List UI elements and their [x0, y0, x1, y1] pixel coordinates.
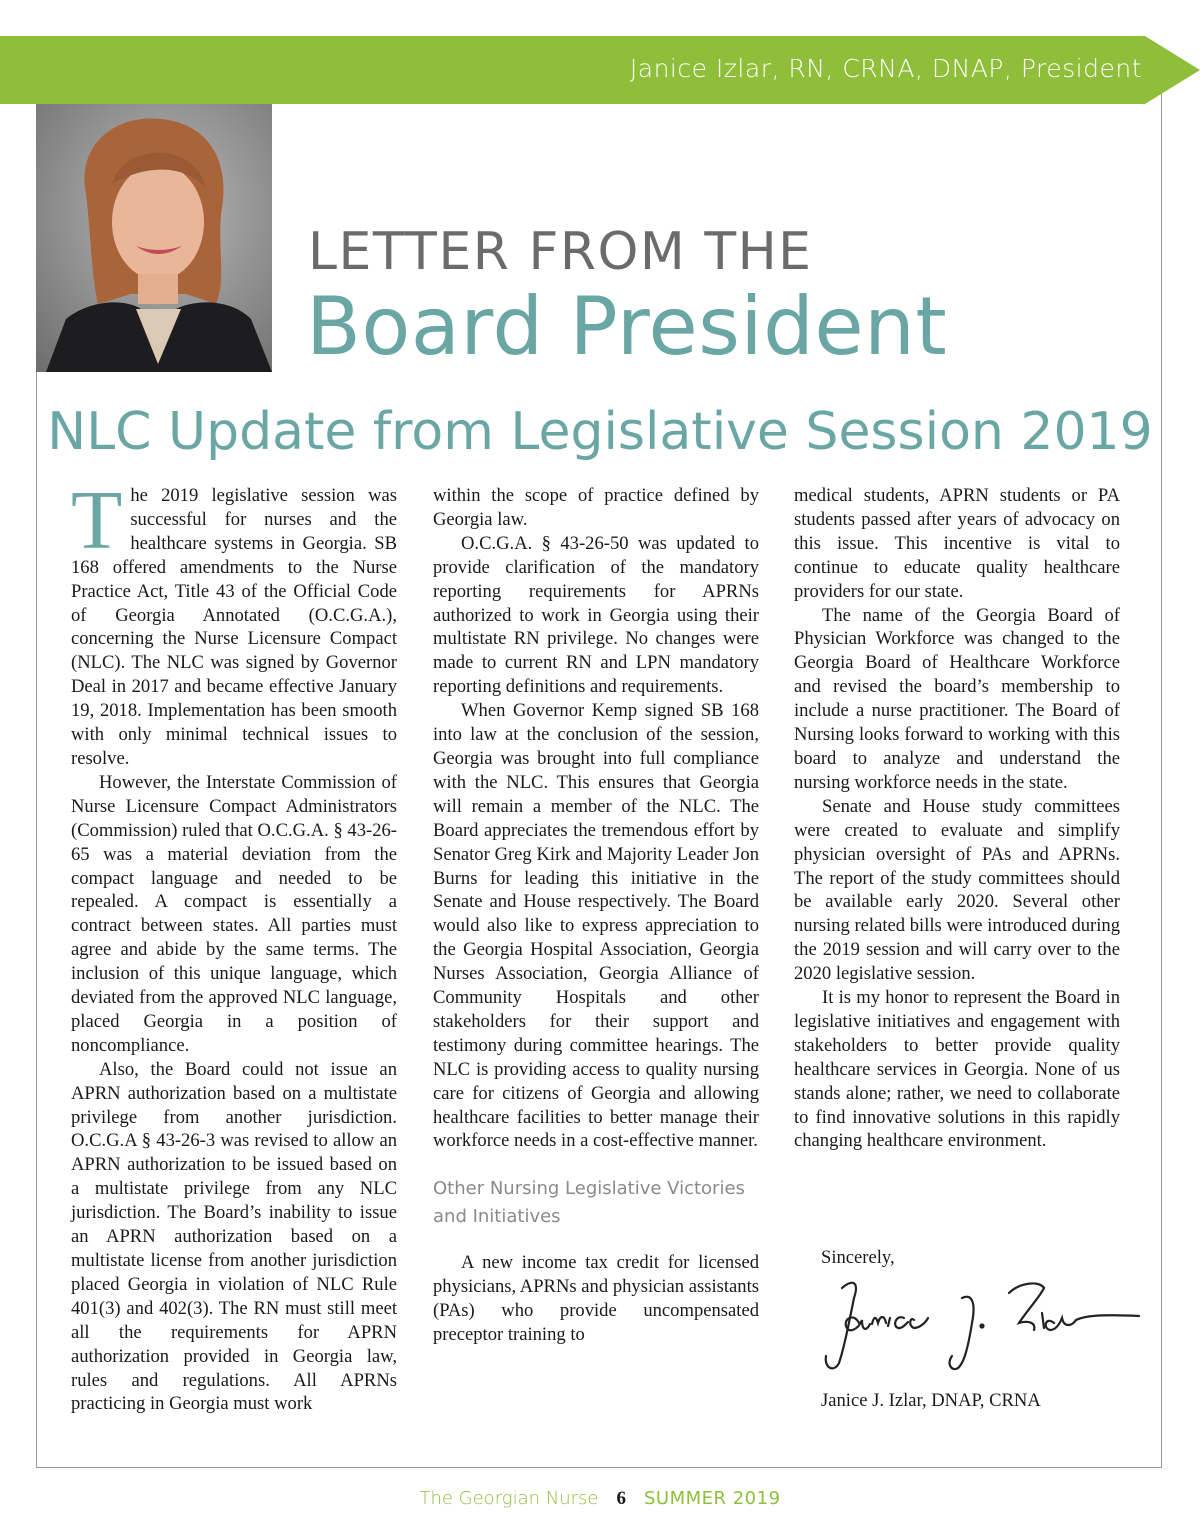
article-title: NLC Update from Legislative Session 2019 [47, 402, 1153, 462]
paragraph: within the scope of practice defined by Georgia law. [433, 485, 759, 530]
article-column-3 [794, 484, 1120, 1153]
banner-author-text: Janice Izlar, RN, CRNA, DNAP, President [629, 54, 1142, 83]
paragraph: medical students, APRN students or PA students passed after years of advocacy on this issue. This incentive is vital to continue to educate quality healthcare providers for our state. [794, 485, 1120, 602]
section-subheading: Other Nursing Legislative Victories and Initiatives [433, 1178, 745, 1228]
footer-page-number: 6 [616, 1488, 626, 1509]
drop-cap: T [71, 474, 123, 567]
paragraph: Senate and House study committees were created to evaluate and simplify physician oversight of PAs and APRNs. The report of the study committees should be available early 2020. Several other nursing related bills were introduced during the 2019 session and will carry over to the 2020 legislative session. [794, 795, 1120, 985]
paragraph: When Governor Kemp signed SB 168 into law at the conclusion of the session, Georgia was brought into full compliance with the NLC. This ensures that Georgia will remain a member of the NLC. The Board appreciates the tremendous effort by Senator Greg Kirk and Majority Leader Jon Burns for leading this initiative in the Senate and House respectively. The Board would also like to express appreciation to the Georgia Hospital Association, Georgia Nurses Association, Georgia Alliance of Community Hospitals and other stakeholders for their support and testimony during committee hearings. The NLC is providing access to quality nursing care for citizens of Georgia and allowing healthcare facilities to better manage their workforce needs in a cost-effective manner. [433, 700, 759, 1152]
signoff: Sincerely, [821, 1247, 895, 1268]
article-column-2 [433, 484, 759, 1347]
paragraph: A new income tax credit for licensed physicians, APRNs and physician assistants (PAs) who provide uncompensated preceptor training to [433, 1252, 759, 1346]
heading-board-president: Board President [306, 280, 948, 373]
footer-issue: SUMMER 2019 [643, 1488, 781, 1509]
article-column-1 [71, 474, 397, 1416]
paragraph: The name of the Georgia Board of Physician Workforce was changed to the Georgia Board of Healthcare Workforce and revised the board’s membership to include a nurse practitioner. The Board of Nursing looks forward to working with this board to analyze and understand the nursing workforce needs in the state. [794, 604, 1120, 793]
signer-name: Janice J. Izlar, DNAP, CRNA [821, 1390, 1041, 1411]
paragraph: O.C.G.A. § 43-26-50 was updated to provide clarification of the mandatory reporting requirements for APRNs authorized to work in Georgia using their multistate RN privilege. No changes were made to current RN and LPN mandatory reporting definitions and requirements. [433, 532, 759, 698]
heading-letter-from: LETTER FROM THE [308, 222, 813, 282]
paragraph: However, the Interstate Commission of Nurse Licensure Compact Administrators (Commission) ruled that O.C.G.A. § 43-26-65 was a material deviation from the compact language and needed to be repealed. A compact is essentially a contract between states. All parties must agree and abide by the same terms. The inclusion of this unique language, which deviated from the approved NLC language, placed Georgia in a position of noncompliance. [71, 771, 397, 1056]
paragraph: Also, the Board could not issue an APRN authorization based on a multistate privilege from another jurisdiction. O.C.G.A § 43-26-3 was revised to allow an APRN authorization to be issued based on a multistate privilege from any NLC jurisdiction. The Board’s inability to issue an APRN authorization based on a multistate license from another jurisdiction placed Georgia in violation of NLC Rule 401(3) and 402(3). The RN must still meet all the requirements for APRN authorization provided in Georgia law, rules and regulations. All APRNs practicing in Georgia must work [71, 1058, 397, 1415]
handwritten-signature [814, 1268, 1144, 1388]
footer-publication: The Georgian Nurse [419, 1488, 599, 1509]
paragraph: It is my honor to represent the Board in legislative initiatives and engagement with stakeholders to better provide quality healthcare services in Georgia. None of us stands alone; rather, we need to collaborate to find innovative solutions in this rapidly changing healthcare environment. [794, 987, 1120, 1152]
president-photo [36, 104, 272, 372]
page-footer [0, 1488, 1200, 1510]
paragraph: The 2019 legislative session was successful for nurses and the healthcare systems in Georgia. SB 168 offered amendments to the Nurse Practice Act, Title 43 of the Official Code of Georgia Annotated (O.C.G.A.), concerning the Nurse Licensure Compact (NLC). The NLC was signed by Governor Deal in 2017 and became effective January 19, 2018. Implementation has been smooth with only minimal technical issues to resolve. [71, 474, 397, 769]
